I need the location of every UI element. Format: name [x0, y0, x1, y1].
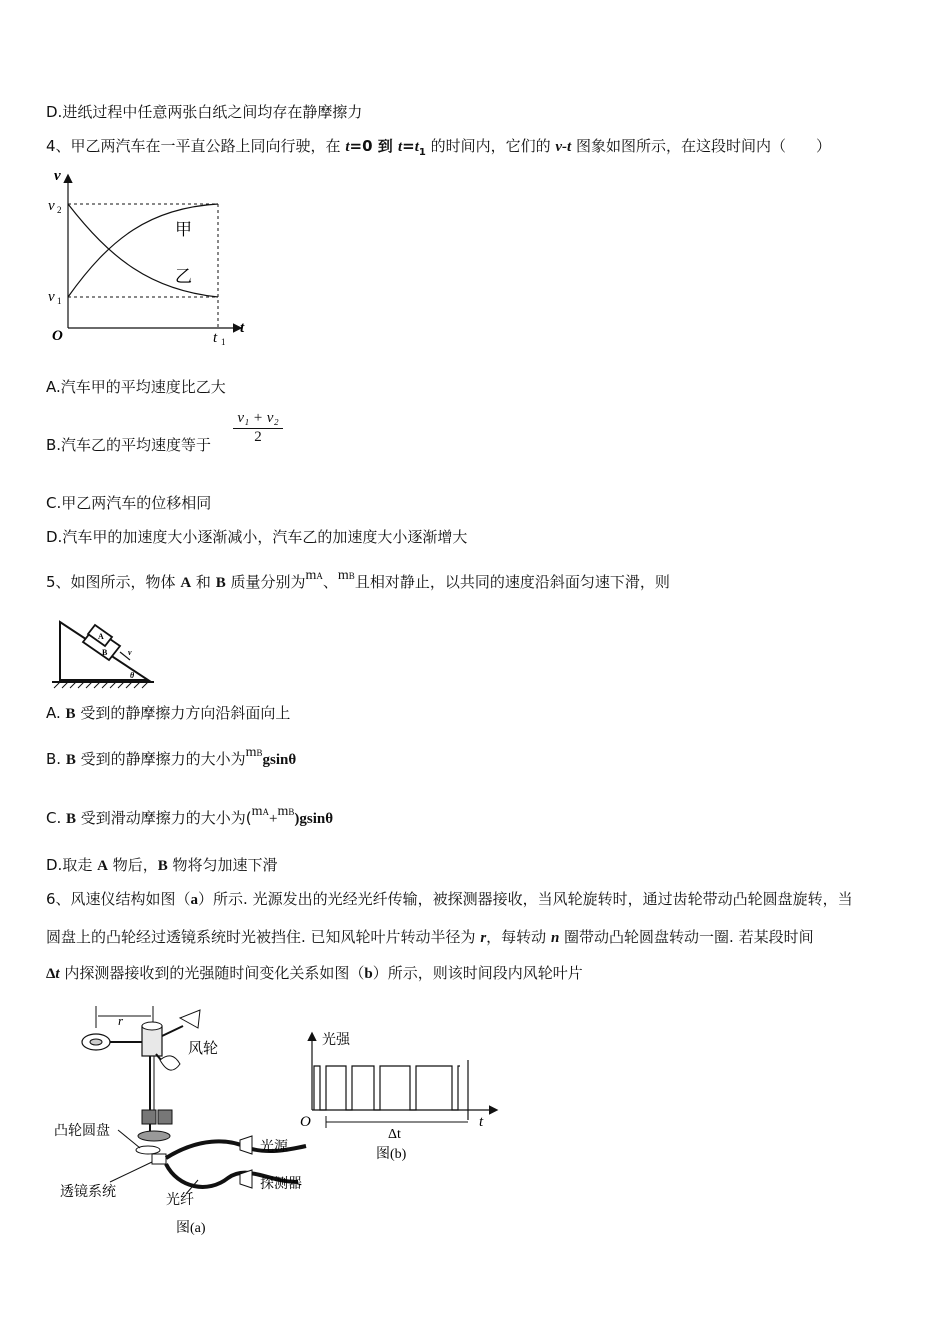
q4-stem-text: 图象如图所示，在这段时间内（ ） [571, 137, 831, 155]
q4-option-d-text: D.汽车甲的加速度大小逐渐减小，汽车乙的加速度大小逐渐增大 [46, 528, 468, 546]
figure-a-caption: 图(a) [176, 1221, 206, 1236]
v2-subscript: 2 [57, 205, 62, 215]
q4-t-subscript: 1 [418, 147, 426, 158]
v-axis-label: v [54, 168, 61, 184]
q4-stem-text: 4、甲乙两汽车在一平直公路上同向行驶，在 [46, 137, 346, 155]
q5-stem-text: 质量分别为 [225, 573, 306, 591]
label-jia: 甲 [175, 220, 192, 239]
v1-label: v [48, 289, 55, 305]
mass-a: mA [251, 804, 270, 819]
q5-a-symbol: A [180, 575, 192, 591]
q4-option-a-text: A.汽车甲的平均速度比乙大 [46, 378, 226, 396]
block-b-label: B [102, 648, 108, 657]
q5-stem-text: 且相对静止，以共同的速度沿斜面匀速下滑，则 [354, 573, 670, 591]
curve-yi [68, 204, 218, 297]
q4-option-b-text: B.汽车乙的平均速度等于 [46, 436, 212, 454]
q5-stem [46, 568, 670, 594]
figure-a-anemometer [48, 998, 328, 1243]
q5-stem-text: 和 [191, 573, 216, 591]
q4-stem-text: 的时间内，它们的 [425, 137, 556, 155]
q4-option-a [46, 377, 226, 397]
lens-label: 透镜系统 [60, 1185, 116, 1200]
q4-t-symbol: t [414, 139, 419, 155]
q5-option-c: C. B 受到滑动摩擦力的大小为(mA+mB)gsinθ [46, 804, 334, 827]
t1-subscript: 1 [221, 337, 226, 347]
fraction-v1-plus-v2-over-2 [233, 410, 283, 446]
cam-disk-label: 凸轮圆盘 [54, 1124, 110, 1139]
q5-option-d: D.取走 A 物后，B 物将匀加速下滑 [46, 856, 278, 874]
v2-label: v [48, 198, 55, 214]
mass-b: mB [245, 745, 263, 760]
wind-cup-front [160, 1056, 180, 1070]
q3-option-d-text: D.进纸过程中任意两张白纸之间均存在静摩擦力 [46, 103, 363, 121]
wind-wheel-label: 风轮 [188, 1041, 219, 1057]
light-source-label: 光源 [260, 1140, 288, 1155]
q4-option-b [46, 435, 211, 455]
fraction-denominator: 2 [254, 429, 262, 445]
q4-option-d [46, 527, 467, 547]
lens-system [152, 1154, 166, 1164]
q4-option-c-text: C.甲乙两汽车的位移相同 [46, 494, 212, 512]
mass-a: mA [305, 568, 323, 583]
vt-graph [40, 168, 255, 348]
cam-disk [138, 1131, 170, 1141]
figure-b-caption: 图(b) [376, 1147, 407, 1162]
velocity-label: v [128, 648, 132, 657]
light-source-icon [240, 1136, 252, 1154]
incline-figure [50, 614, 155, 690]
q6-stem-line-2: 圆盘上的凸轮经过透镜系统时光被挡住. 已知风轮叶片转动半径为 r，每转动 n 圈带动凸轮圆盘转动一圈. 若某段时间 [46, 928, 814, 946]
block-a-label: A [98, 632, 104, 641]
q5-b-symbol: B [215, 575, 226, 591]
q4-t-symbol: t [345, 139, 350, 155]
figure-b-light-intensity [296, 1024, 501, 1170]
mass-b: mB [337, 568, 355, 583]
wind-cup-right [180, 1010, 200, 1028]
q4-stem [46, 136, 831, 163]
fiber-label: 光纤 [166, 1193, 194, 1208]
q4-option-c [46, 493, 211, 513]
q4-t-symbol: t [397, 139, 403, 155]
v1-subscript: 1 [57, 296, 62, 306]
fig-b-origin: O [300, 1114, 311, 1130]
q5-option-b: B. B 受到的静摩擦力的大小为mBgsinθ [46, 745, 297, 768]
t-axis-label: t [240, 320, 245, 336]
origin-label: O [52, 328, 63, 344]
fraction-numerator: v₁ + v₂ [233, 410, 283, 429]
intensity-label: 光强 [322, 1033, 350, 1048]
theta-label: θ [130, 671, 135, 680]
q6-stem-line-3: Δt 内探测器接收到的光强随时间变化关系如图（b）所示，则该时间段内风轮叶片 [46, 964, 583, 982]
q5-stem-text: 、 [322, 573, 338, 591]
dt-label: Δt [388, 1127, 401, 1142]
mass-b: mB [277, 804, 295, 819]
gear-2 [158, 1110, 172, 1124]
gear-1 [142, 1110, 156, 1124]
detector-label: 探测器 [260, 1177, 302, 1192]
q4-stem-text: = [402, 137, 415, 155]
t1-label: t [213, 330, 218, 346]
curve-jia [68, 204, 218, 297]
light-pulse-train [314, 1066, 460, 1110]
q3-option-d [46, 102, 362, 122]
fig-b-t-label: t [479, 1114, 484, 1130]
q4-vt-symbol: v-t [555, 139, 572, 155]
r-label: r [118, 1013, 124, 1028]
q5-option-a: A. B 受到的静摩擦力方向沿斜面向上 [46, 704, 291, 722]
q6-stem-line-1: 6、风速仪结构如图（a）所示. 光源发出的光经光纤传输，被探测器接收，当风轮旋转时，通过齿轮带动凸轮圆盘旋转，当 [46, 890, 853, 908]
q5-stem-text: 5、如图所示，物体 [46, 573, 181, 591]
q4-stem-text: =0 到 [349, 137, 398, 155]
label-yi: 乙 [175, 267, 192, 286]
